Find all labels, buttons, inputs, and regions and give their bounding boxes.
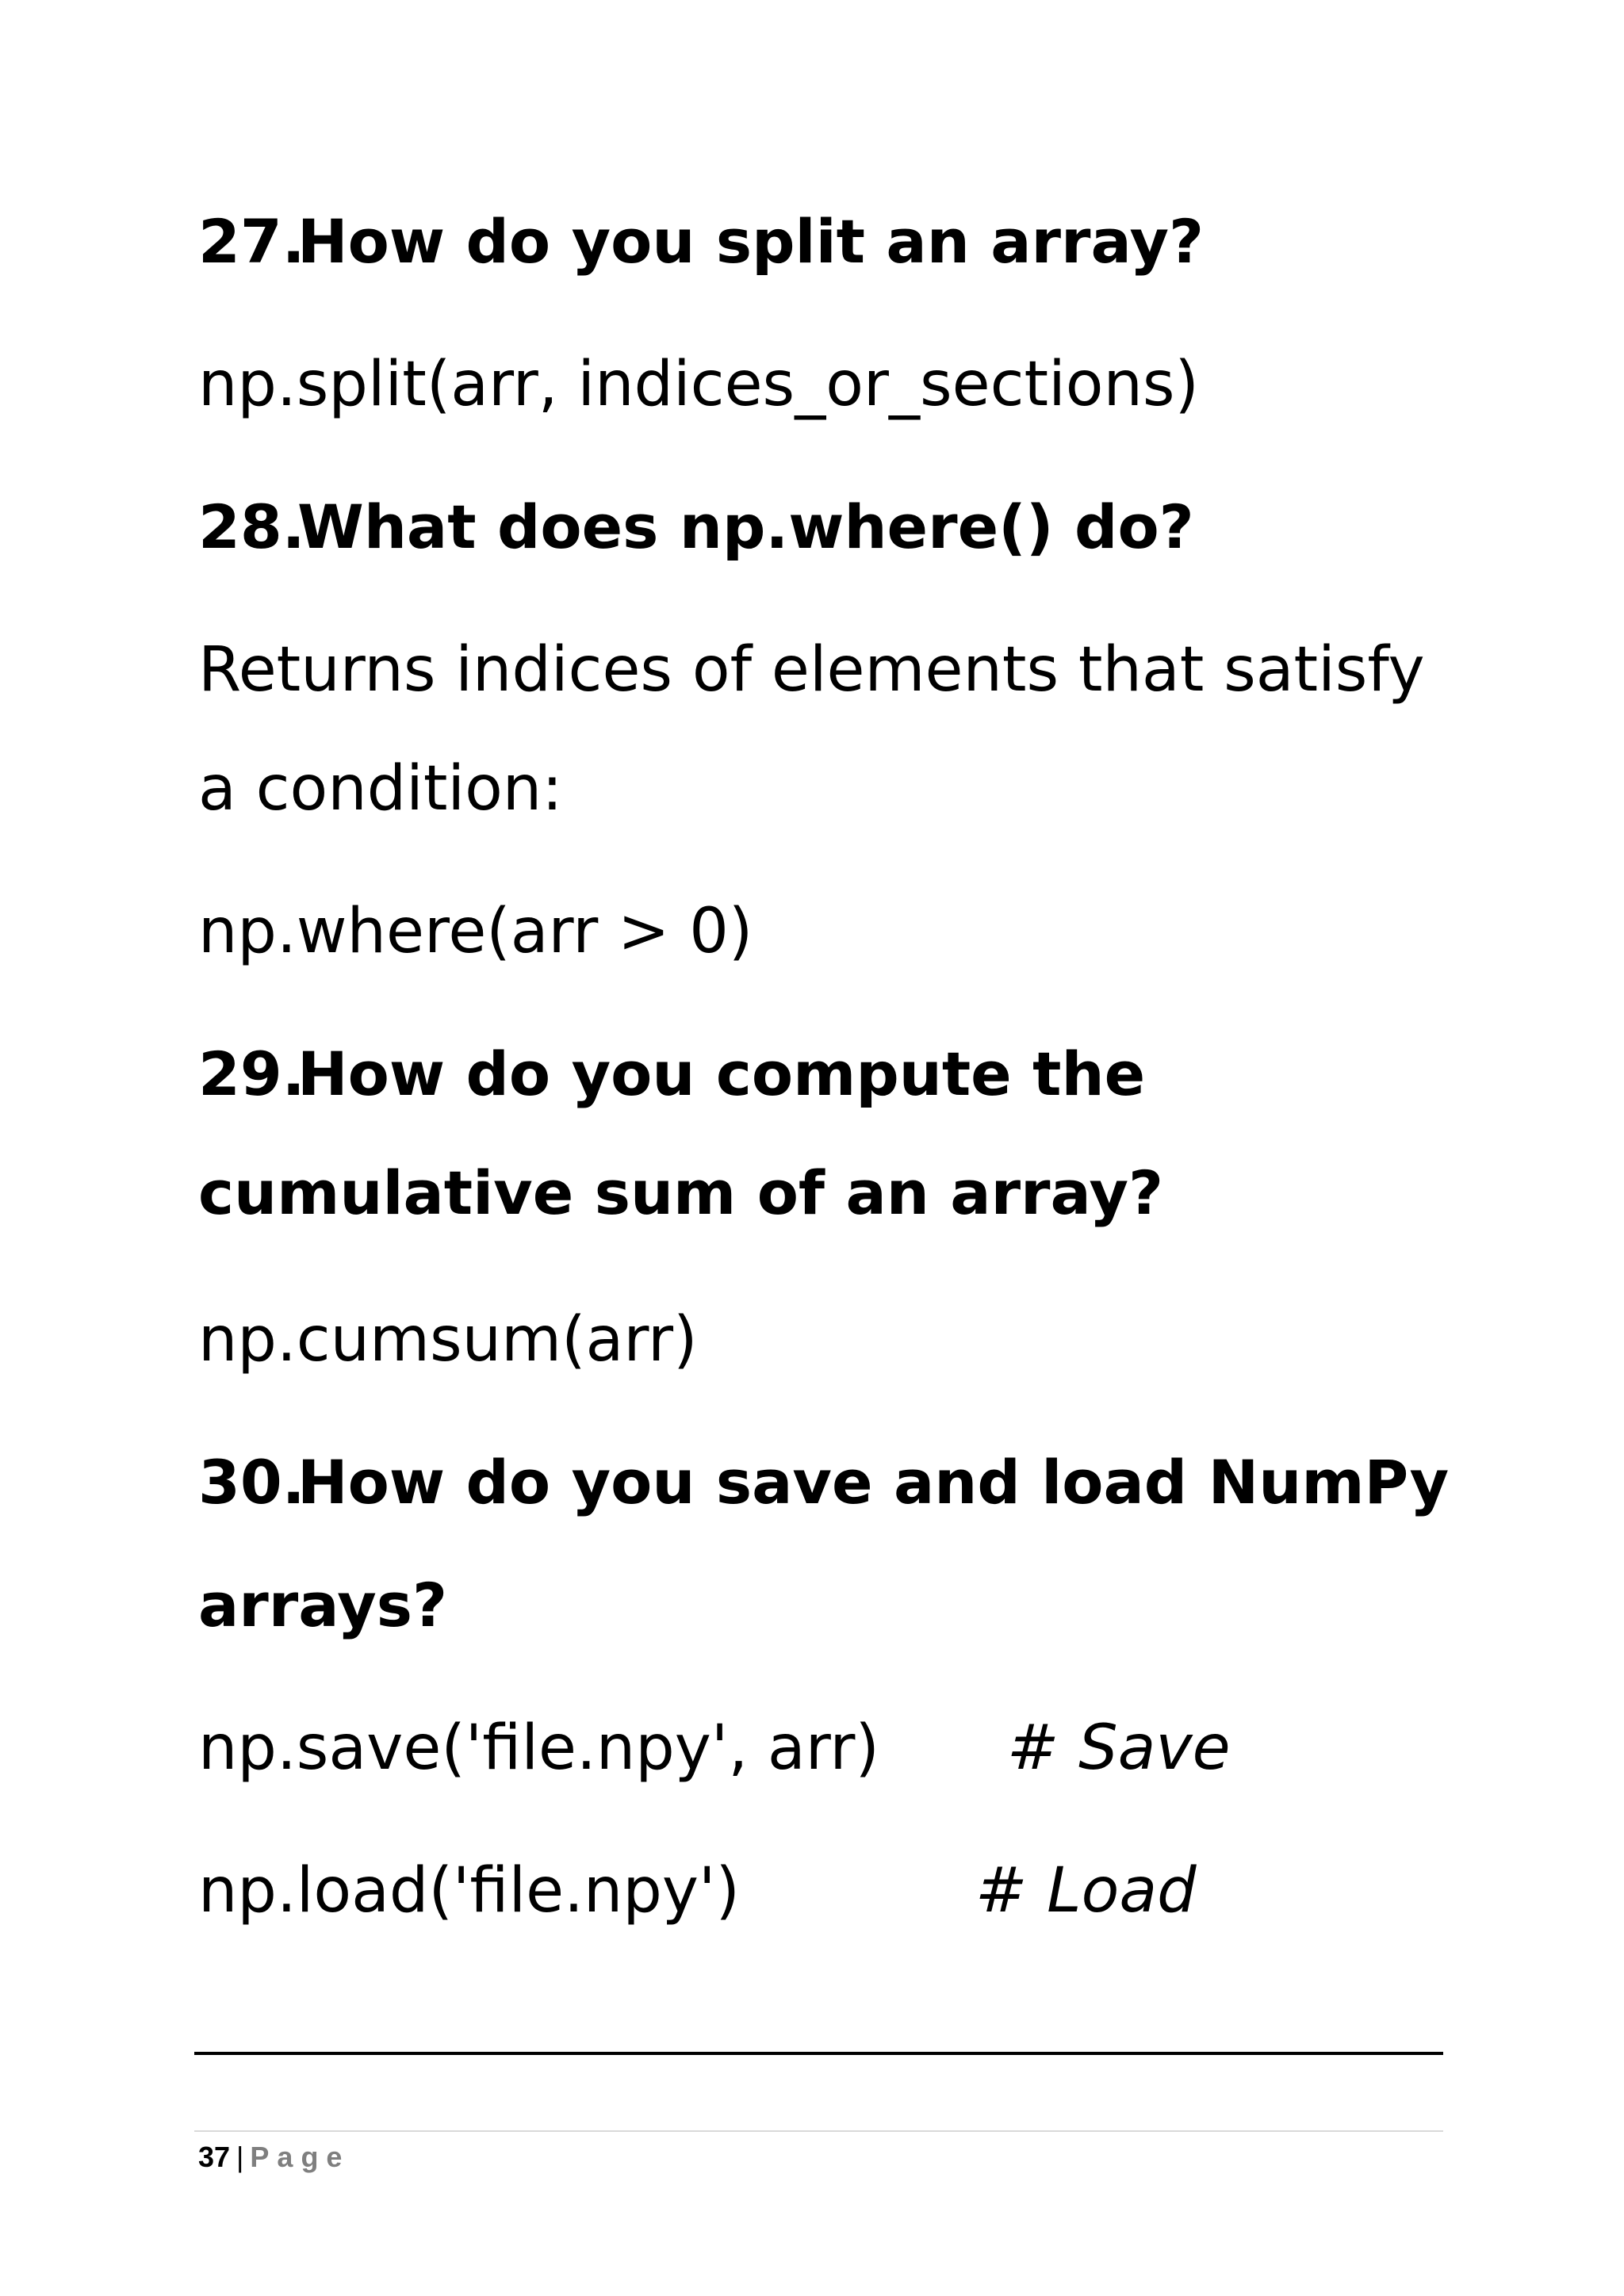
code-comment-save: # Save: [1007, 1712, 1231, 1784]
question-29-heading: [198, 1015, 1145, 1134]
question-number: 27.: [198, 206, 305, 277]
footer-separator: |: [236, 2141, 244, 2173]
code-line-load: np.load('file.npy'): [198, 1855, 740, 1927]
page-label: Page: [250, 2141, 350, 2173]
answer-28-line-3: np.where(arr > 0): [198, 896, 753, 967]
question-text-line-1: How do you save and load NumPy: [297, 1447, 1450, 1517]
answer-28-line-1: Returns indices of elements that satisfy: [198, 634, 1425, 706]
question-text-line-2: cumulative sum of an array?: [198, 1158, 1164, 1228]
question-text: How do you split an array?: [297, 206, 1205, 277]
question-29-heading-continued: [198, 1134, 1163, 1253]
question-number: 29.: [198, 1039, 305, 1109]
footer-divider-thin: [194, 2130, 1443, 2132]
page-number: 37: [198, 2141, 231, 2173]
question-number: 28.: [198, 492, 305, 562]
question-number: 30.: [198, 1447, 305, 1517]
answer-27-line-1: np.split(arr, indices_or_sections): [198, 349, 1199, 420]
answer-28-line-2: a condition:: [198, 753, 563, 825]
question-27-heading: [198, 182, 1204, 301]
question-28-heading: [198, 468, 1194, 587]
footer-divider-thick: [194, 2052, 1443, 2055]
code-comment-load: # Load: [975, 1855, 1197, 1927]
question-text: What does np.where() do?: [297, 492, 1194, 562]
question-text-line-1: How do you compute the: [297, 1039, 1146, 1109]
question-text-line-2: arrays?: [198, 1570, 448, 1640]
question-30-heading-continued: [198, 1546, 447, 1665]
code-line-save: np.save('file.npy', arr): [198, 1712, 879, 1784]
question-30-heading: [198, 1423, 1449, 1542]
page-footer: [198, 2137, 350, 2177]
answer-29-line-1: np.cumsum(arr): [198, 1304, 698, 1376]
